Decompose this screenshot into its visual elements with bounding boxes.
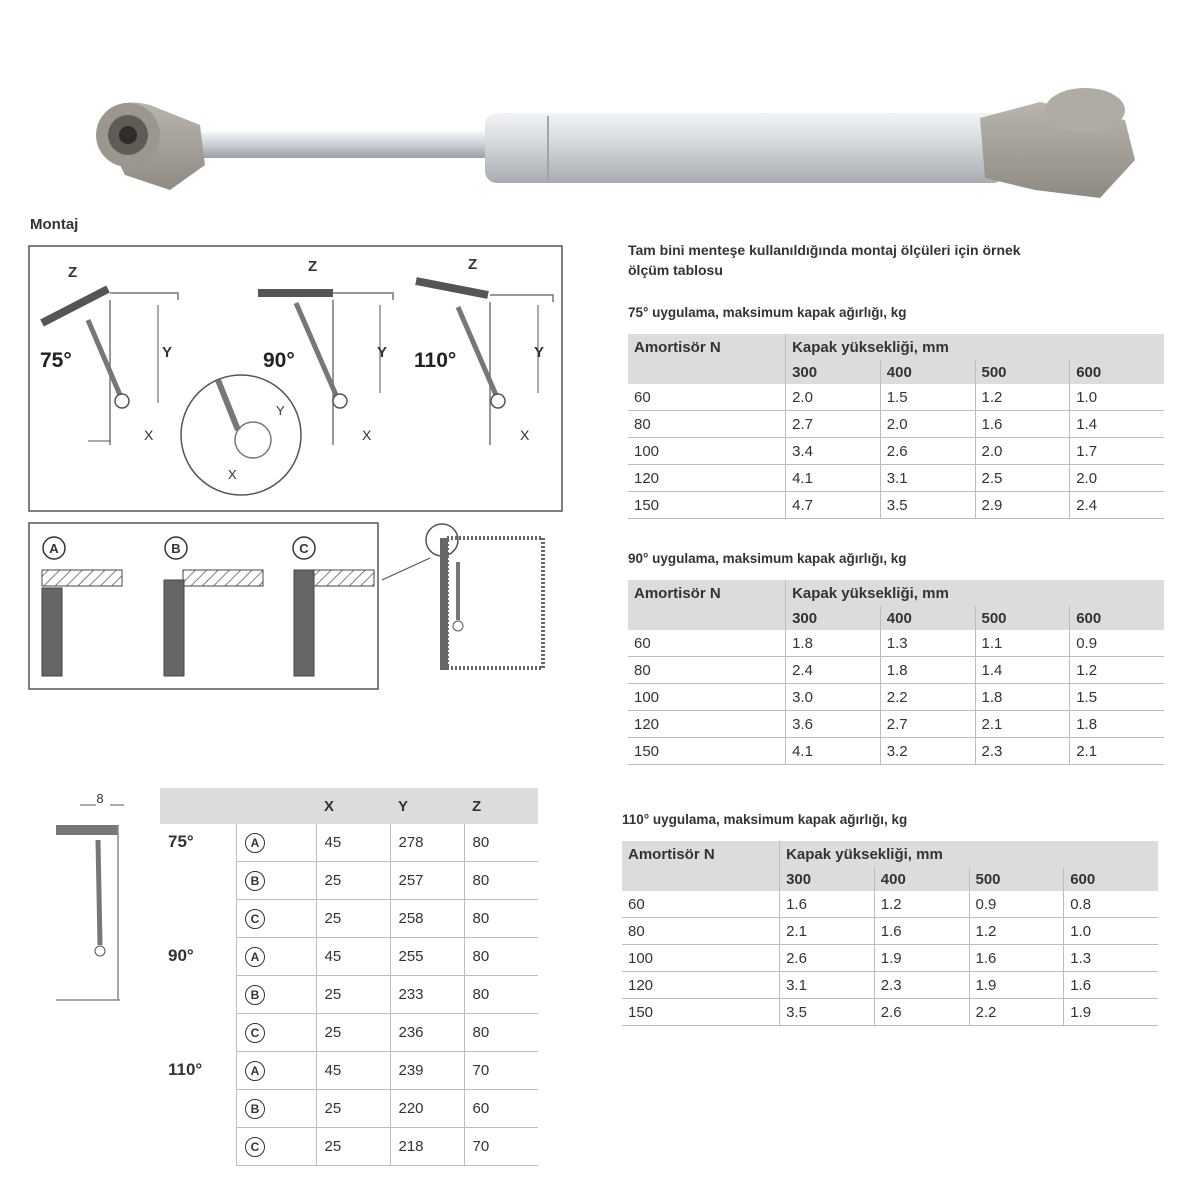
- weight-cell: 4.1: [786, 738, 881, 765]
- svg-text:Y: Y: [377, 344, 388, 361]
- force-cell: 120: [628, 711, 786, 738]
- weight-cell: 2.6: [874, 999, 969, 1026]
- force-cell: 60: [628, 384, 786, 411]
- height-header: 500: [975, 360, 1070, 384]
- variant-b: [164, 537, 263, 676]
- weight-cell: 1.5: [1070, 684, 1164, 711]
- weight-cell: 1.8: [880, 657, 975, 684]
- z-cell: 80: [464, 1014, 538, 1052]
- force-cell: 80: [628, 657, 786, 684]
- weight-cell: 2.7: [786, 411, 881, 438]
- y-cell: 278: [390, 824, 464, 862]
- svg-text:Z: Z: [468, 256, 478, 273]
- weight-cell: 2.5: [975, 465, 1070, 492]
- table-row: [628, 657, 1164, 684]
- x-cell: 45: [316, 938, 390, 976]
- angle-label: 90°: [263, 349, 295, 372]
- weight-cell: 1.6: [1064, 972, 1158, 999]
- height-header: 400: [880, 606, 975, 630]
- load-table-90: [628, 551, 1164, 765]
- weight-cell: 1.8: [1070, 711, 1164, 738]
- weight-cell: 1.9: [969, 972, 1064, 999]
- table-row: [622, 945, 1158, 972]
- height-header: 400: [880, 360, 975, 384]
- col-z: Z: [464, 788, 538, 824]
- weight-cell: 3.5: [880, 492, 975, 519]
- height-header: 500: [975, 606, 1070, 630]
- weight-cell: 1.1: [975, 630, 1070, 657]
- side-diagram: [50, 785, 130, 1020]
- weight-cell: 3.1: [880, 465, 975, 492]
- z-cell: 80: [464, 824, 538, 862]
- table-row: [628, 384, 1164, 411]
- angle-label: 75°: [40, 349, 72, 372]
- force-cell: 80: [628, 411, 786, 438]
- x-cell: 45: [316, 1052, 390, 1090]
- cabinet-detail: [380, 520, 550, 680]
- x-cell: 25: [316, 976, 390, 1014]
- x-cell: 25: [316, 862, 390, 900]
- weight-cell: 2.1: [975, 711, 1070, 738]
- variant-diagram: [28, 522, 380, 692]
- weight-cell: 4.1: [786, 465, 881, 492]
- table-title: 75° uygulama, maksimum kapak ağırlığı, kg: [628, 305, 907, 320]
- z-cell: 70: [464, 1052, 538, 1090]
- col-x: X: [316, 788, 390, 824]
- force-cell: 120: [628, 465, 786, 492]
- table-row: [622, 918, 1158, 945]
- force-cell: 100: [628, 438, 786, 465]
- z-cell: 80: [464, 900, 538, 938]
- weight-cell: 3.5: [780, 999, 875, 1026]
- x-cell: 25: [316, 1128, 390, 1166]
- diagram-75: [40, 264, 178, 445]
- weight-cell: 1.6: [874, 918, 969, 945]
- col-shock: Amortisör N: [622, 841, 780, 867]
- force-cell: 80: [622, 918, 780, 945]
- weight-cell: 2.4: [1070, 492, 1164, 519]
- svg-text:X: X: [362, 427, 372, 443]
- y-cell: 239: [390, 1052, 464, 1090]
- weight-cell: 2.3: [975, 738, 1070, 765]
- height-header: 300: [780, 867, 875, 891]
- weight-cell: 2.3: [874, 972, 969, 999]
- weight-cell: 1.4: [975, 657, 1070, 684]
- x-cell: 25: [316, 900, 390, 938]
- weight-cell: 3.1: [780, 972, 875, 999]
- variant-a: [42, 537, 122, 676]
- y-cell: 255: [390, 938, 464, 976]
- x-cell: 25: [316, 1090, 390, 1128]
- offset-label: 8: [96, 791, 104, 806]
- angle-label: 110°: [414, 349, 457, 372]
- variant-badge: A: [245, 833, 265, 853]
- variant-badge: C: [245, 909, 265, 929]
- force-cell: 150: [622, 999, 780, 1026]
- piston-rod: [190, 132, 490, 158]
- weight-cell: 1.9: [1064, 999, 1158, 1026]
- weight-cell: 1.6: [969, 945, 1064, 972]
- y-cell: 233: [390, 976, 464, 1014]
- cylinder: [485, 113, 1005, 183]
- table-row: [160, 1052, 538, 1090]
- svg-text:B: B: [171, 541, 181, 556]
- variant-c: [293, 537, 374, 676]
- force-cell: 150: [628, 738, 786, 765]
- z-cell: 80: [464, 862, 538, 900]
- table-row: [628, 465, 1164, 492]
- angle-cell: 90°: [168, 945, 194, 965]
- col-height: Kapak yüksekliği, mm: [786, 580, 1164, 606]
- weight-cell: 2.2: [880, 684, 975, 711]
- load-table: [628, 580, 1164, 765]
- force-cell: 150: [628, 492, 786, 519]
- col-shock: Amortisör N: [628, 580, 786, 606]
- variant-badge: B: [245, 1099, 265, 1119]
- variant-badge: C: [245, 1137, 265, 1157]
- weight-cell: 0.9: [1070, 630, 1164, 657]
- z-cell: 60: [464, 1090, 538, 1128]
- load-table: [628, 334, 1164, 519]
- weight-cell: 2.1: [1070, 738, 1164, 765]
- weight-cell: 2.0: [975, 438, 1070, 465]
- weight-cell: 2.4: [786, 657, 881, 684]
- weight-cell: 3.2: [880, 738, 975, 765]
- height-header: 400: [874, 867, 969, 891]
- col-height: Kapak yüksekliği, mm: [786, 334, 1164, 360]
- weight-cell: 3.4: [786, 438, 881, 465]
- force-cell: 100: [628, 684, 786, 711]
- weight-cell: 1.2: [1070, 657, 1164, 684]
- y-cell: 257: [390, 862, 464, 900]
- table-row: [628, 684, 1164, 711]
- z-cell: 80: [464, 938, 538, 976]
- angle-cell: 110°: [168, 1059, 203, 1079]
- angle-cell: 75°: [168, 832, 194, 851]
- weight-cell: 1.9: [874, 945, 969, 972]
- variant-badge: A: [245, 1061, 265, 1081]
- load-table-110: [622, 812, 1158, 1026]
- col-shock: Amortisör N: [628, 334, 786, 360]
- table-row: [628, 738, 1164, 765]
- weight-cell: 1.7: [1070, 438, 1164, 465]
- svg-text:A: A: [49, 541, 59, 556]
- table-title: 90° uygulama, maksimum kapak ağırlığı, kg: [628, 551, 907, 566]
- weight-cell: 3.6: [786, 711, 881, 738]
- x-cell: 45: [316, 824, 390, 862]
- weight-cell: 1.3: [1064, 945, 1158, 972]
- x-cell: 25: [316, 1014, 390, 1052]
- weight-cell: 0.8: [1064, 891, 1158, 918]
- weight-cell: 2.9: [975, 492, 1070, 519]
- y-cell: 220: [390, 1090, 464, 1128]
- weight-cell: 2.0: [786, 384, 881, 411]
- weight-cell: 2.1: [780, 918, 875, 945]
- y-cell: 218: [390, 1128, 464, 1166]
- table-row: [628, 492, 1164, 519]
- variant-badge: B: [245, 871, 265, 891]
- weight-cell: 1.3: [880, 630, 975, 657]
- dim-y-label: Y: [162, 344, 173, 361]
- weight-cell: 1.2: [969, 918, 1064, 945]
- weight-cell: 1.2: [874, 891, 969, 918]
- height-header: 300: [786, 606, 881, 630]
- height-header: 300: [786, 360, 881, 384]
- y-cell: 258: [390, 900, 464, 938]
- z-cell: 70: [464, 1128, 538, 1166]
- table-row: [160, 938, 538, 976]
- diagram-110: [414, 256, 553, 445]
- weight-cell: 4.7: [786, 492, 881, 519]
- force-cell: 100: [622, 945, 780, 972]
- svg-text:Z: Z: [308, 258, 318, 275]
- force-cell: 60: [628, 630, 786, 657]
- weight-cell: 2.0: [1070, 465, 1164, 492]
- svg-text:Y: Y: [276, 403, 285, 418]
- variant-badge: A: [245, 947, 265, 967]
- weight-cell: 1.6: [975, 411, 1070, 438]
- weight-cell: 2.6: [880, 438, 975, 465]
- load-table: [622, 841, 1158, 1026]
- table-row: [622, 891, 1158, 918]
- height-header: 600: [1064, 867, 1158, 891]
- weight-cell: 2.7: [880, 711, 975, 738]
- height-header: 600: [1070, 360, 1164, 384]
- dim-x-label: X: [144, 427, 154, 443]
- svg-text:C: C: [299, 541, 309, 556]
- svg-text:X: X: [520, 427, 530, 443]
- svg-text:Y: Y: [534, 344, 545, 361]
- table-row: [622, 999, 1158, 1026]
- dimensions-table: [160, 788, 538, 1166]
- weight-cell: 3.0: [786, 684, 881, 711]
- col-y: Y: [390, 788, 464, 824]
- weight-cell: 1.8: [975, 684, 1070, 711]
- dim-z-label: Z: [68, 264, 78, 281]
- weight-cell: 1.6: [780, 891, 875, 918]
- weight-cell: 2.0: [880, 411, 975, 438]
- table-row: [160, 824, 538, 862]
- weight-cell: 1.0: [1064, 918, 1158, 945]
- section-title: Montaj: [30, 216, 79, 233]
- gas-spring-illustration: [80, 80, 1150, 210]
- table-row: [628, 711, 1164, 738]
- table-title: 110° uygulama, maksimum kapak ağırlığı, kg: [622, 812, 908, 827]
- variant-badge: B: [245, 985, 265, 1005]
- detail-circle: [181, 375, 301, 495]
- mounting-diagram: [28, 245, 564, 513]
- svg-text:X: X: [228, 467, 237, 482]
- table-row: [622, 972, 1158, 999]
- table-row: [628, 411, 1164, 438]
- height-header: 600: [1070, 606, 1164, 630]
- y-cell: 236: [390, 1014, 464, 1052]
- table-row: [628, 438, 1164, 465]
- col-height: Kapak yüksekliği, mm: [780, 841, 1158, 867]
- force-cell: 60: [622, 891, 780, 918]
- weight-cell: 1.0: [1070, 384, 1164, 411]
- weight-cell: 1.4: [1070, 411, 1164, 438]
- intro-text: Tam bini menteşe kullanıldığında montaj ölçüleri için örnek ölçüm tablosu: [628, 242, 1021, 278]
- weight-cell: 2.6: [780, 945, 875, 972]
- weight-cell: 1.5: [880, 384, 975, 411]
- force-cell: 120: [622, 972, 780, 999]
- weight-cell: 0.9: [969, 891, 1064, 918]
- variant-badge: C: [245, 1023, 265, 1043]
- height-header: 500: [969, 867, 1064, 891]
- load-table-75: [628, 305, 1164, 519]
- weight-cell: 2.2: [969, 999, 1064, 1026]
- z-cell: 80: [464, 976, 538, 1014]
- weight-cell: 1.8: [786, 630, 881, 657]
- table-row: [628, 630, 1164, 657]
- weight-cell: 1.2: [975, 384, 1070, 411]
